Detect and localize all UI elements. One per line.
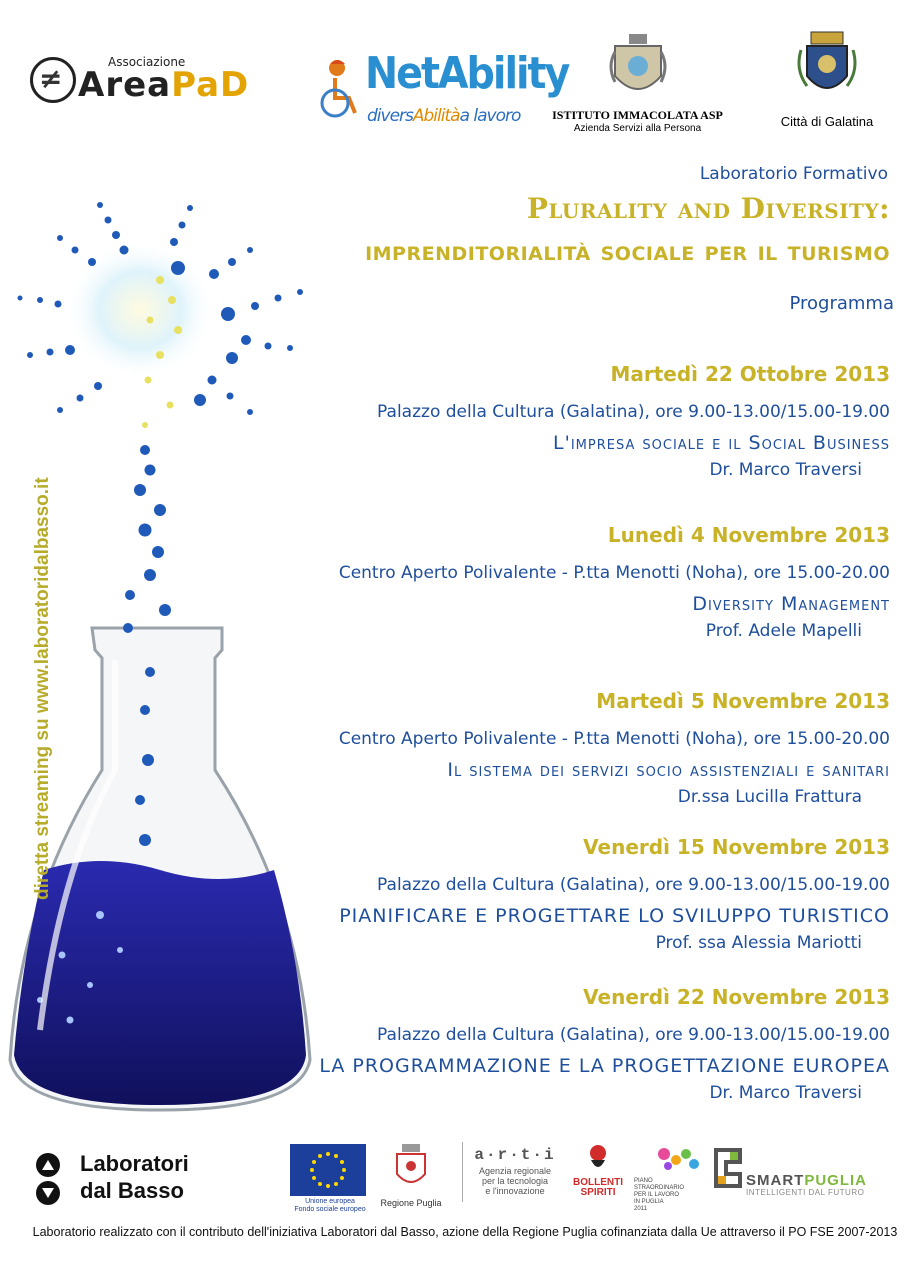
bollenti-head-icon [581, 1144, 615, 1174]
lab-label: Laboratorio Formativo [699, 164, 888, 184]
asp-logo [540, 32, 735, 142]
event-place: Palazzo della Cultura (Galatina), ore 9.00-13.00/15.00-19.00 [377, 1025, 890, 1045]
regione-puglia-logo [375, 1144, 447, 1208]
arti-name: a·r·t·i [474, 1146, 556, 1164]
event-topic: LA PROGRAMMAZIONE E LA PROGETTAZIONE EUROPEA [319, 1055, 890, 1077]
glow-burst [65, 240, 215, 380]
netability-sub: diversAbilitàa lavoro [367, 106, 521, 126]
event-date: Venerdì 15 Novembre 2013 [583, 835, 890, 859]
footnote: Laboratorio realizzato con il contributo dell'iniziativa Laboratori dal Basso, azione della Regione Puglia cofinanziata dalla Ue attraverso il PO FSE 2007-2013 [32, 1225, 898, 1239]
asp-crest-icon [607, 32, 669, 102]
galatina-logo [762, 30, 892, 130]
eu-flag-icon [290, 1144, 366, 1196]
bollenti-name: BOLLENTI SPIRITI [573, 1177, 623, 1198]
triangle-down-icon [36, 1181, 60, 1205]
galatina-crest-icon [797, 30, 857, 102]
event-item [290, 688, 890, 808]
event-speaker: Prof. Adele Mapelli [705, 621, 862, 641]
event-speaker: Dr. Marco Traversi [709, 1083, 862, 1103]
event-item [290, 361, 890, 481]
smart-puglia-logo [712, 1146, 884, 1202]
areapad-name: AreaPaD [78, 65, 250, 105]
event-item [290, 834, 890, 954]
main-subtitle: imprenditorialità sociale per il turismo [365, 236, 890, 267]
netability-logo [315, 48, 569, 138]
smart-puglia-mark-icon [712, 1146, 744, 1190]
event-topic: Diversity Management [692, 593, 890, 615]
netability-name: NetAbility [365, 48, 569, 99]
event-place: Centro Aperto Polivalente - P.tta Menotti (Noha), ore 15.00-20.00 [338, 563, 890, 583]
main-title: Plurality and Diversity: [526, 192, 890, 225]
triangle-up-icon [36, 1153, 60, 1177]
wheelchair-worker-icon [315, 58, 363, 118]
event-topic: PIANIFICARE E PROGETTARE LO SVILUPPO TURISTICO [339, 905, 890, 927]
puglia-caption: Regione Puglia [380, 1198, 442, 1208]
eu-logo [290, 1144, 370, 1214]
laboratori-dal-basso-logo [36, 1150, 236, 1210]
laboratori-dal-basso-text: Laboratori dal Basso [80, 1151, 189, 1203]
gears-icon [634, 1146, 706, 1174]
smart-puglia-name: SMARTPUGLIA [746, 1172, 867, 1189]
event-place: Palazzo della Cultura (Galatina), ore 9.00-13.00/15.00-19.00 [377, 402, 890, 422]
arti-caption: Agenzia regionale per la tecnologia e l'innovazione [478, 1166, 552, 1196]
event-topic: Il sistema dei servizi socio assistenziali e sanitari [447, 759, 890, 781]
event-date: Martedì 22 Ottobre 2013 [610, 362, 890, 386]
divider [462, 1142, 463, 1202]
areapad-symbol-icon: ≠ [30, 57, 76, 103]
asp-name: ISTITUTO IMMACOLATA ASP [552, 108, 723, 122]
event-speaker: Dr.ssa Lucilla Frattura [677, 787, 862, 807]
program-heading: Programma [789, 293, 894, 314]
event-date: Venerdì 22 Novembre 2013 [583, 985, 890, 1009]
event-item [290, 984, 890, 1104]
event-date: Martedì 5 Novembre 2013 [596, 689, 890, 713]
areapad-assoc: Associazione [108, 55, 186, 69]
event-speaker: Dr. Marco Traversi [709, 460, 862, 480]
flask-liquid [14, 861, 306, 1105]
bollenti-spiriti-logo [570, 1144, 626, 1198]
areapad-logo [30, 55, 290, 105]
event-speaker: Prof. ssa Alessia Mariotti [655, 933, 862, 953]
event-date: Lunedì 4 Novembre 2013 [607, 523, 890, 547]
event-item [290, 522, 890, 642]
event-place: Palazzo della Cultura (Galatina), ore 9.00-13.00/15.00-19.00 [377, 875, 890, 895]
smart-puglia-sub: INTELLIGENTI DAL FUTURO [746, 1188, 865, 1197]
event-topic: L'impresa sociale e il Social Business [553, 432, 890, 454]
piano-caption: PIANO STRAORDINARIO PER IL LAVORO IN PUGLIA 2011 [634, 1178, 685, 1212]
piano-straordinario-logo [634, 1146, 706, 1213]
event-place: Centro Aperto Polivalente - P.tta Menotti (Noha), ore 15.00-20.00 [338, 729, 890, 749]
arti-logo [466, 1146, 564, 1196]
asp-sub: Azienda Servizi alla Persona [573, 123, 702, 134]
streaming-text: diretta streaming su www.laboratoridalbasso.it [32, 477, 53, 900]
galatina-name: Città di Galatina [780, 114, 874, 129]
puglia-crest-icon [394, 1144, 428, 1188]
eu-caption: Unione europea Fondo sociale europeo [294, 1198, 366, 1213]
